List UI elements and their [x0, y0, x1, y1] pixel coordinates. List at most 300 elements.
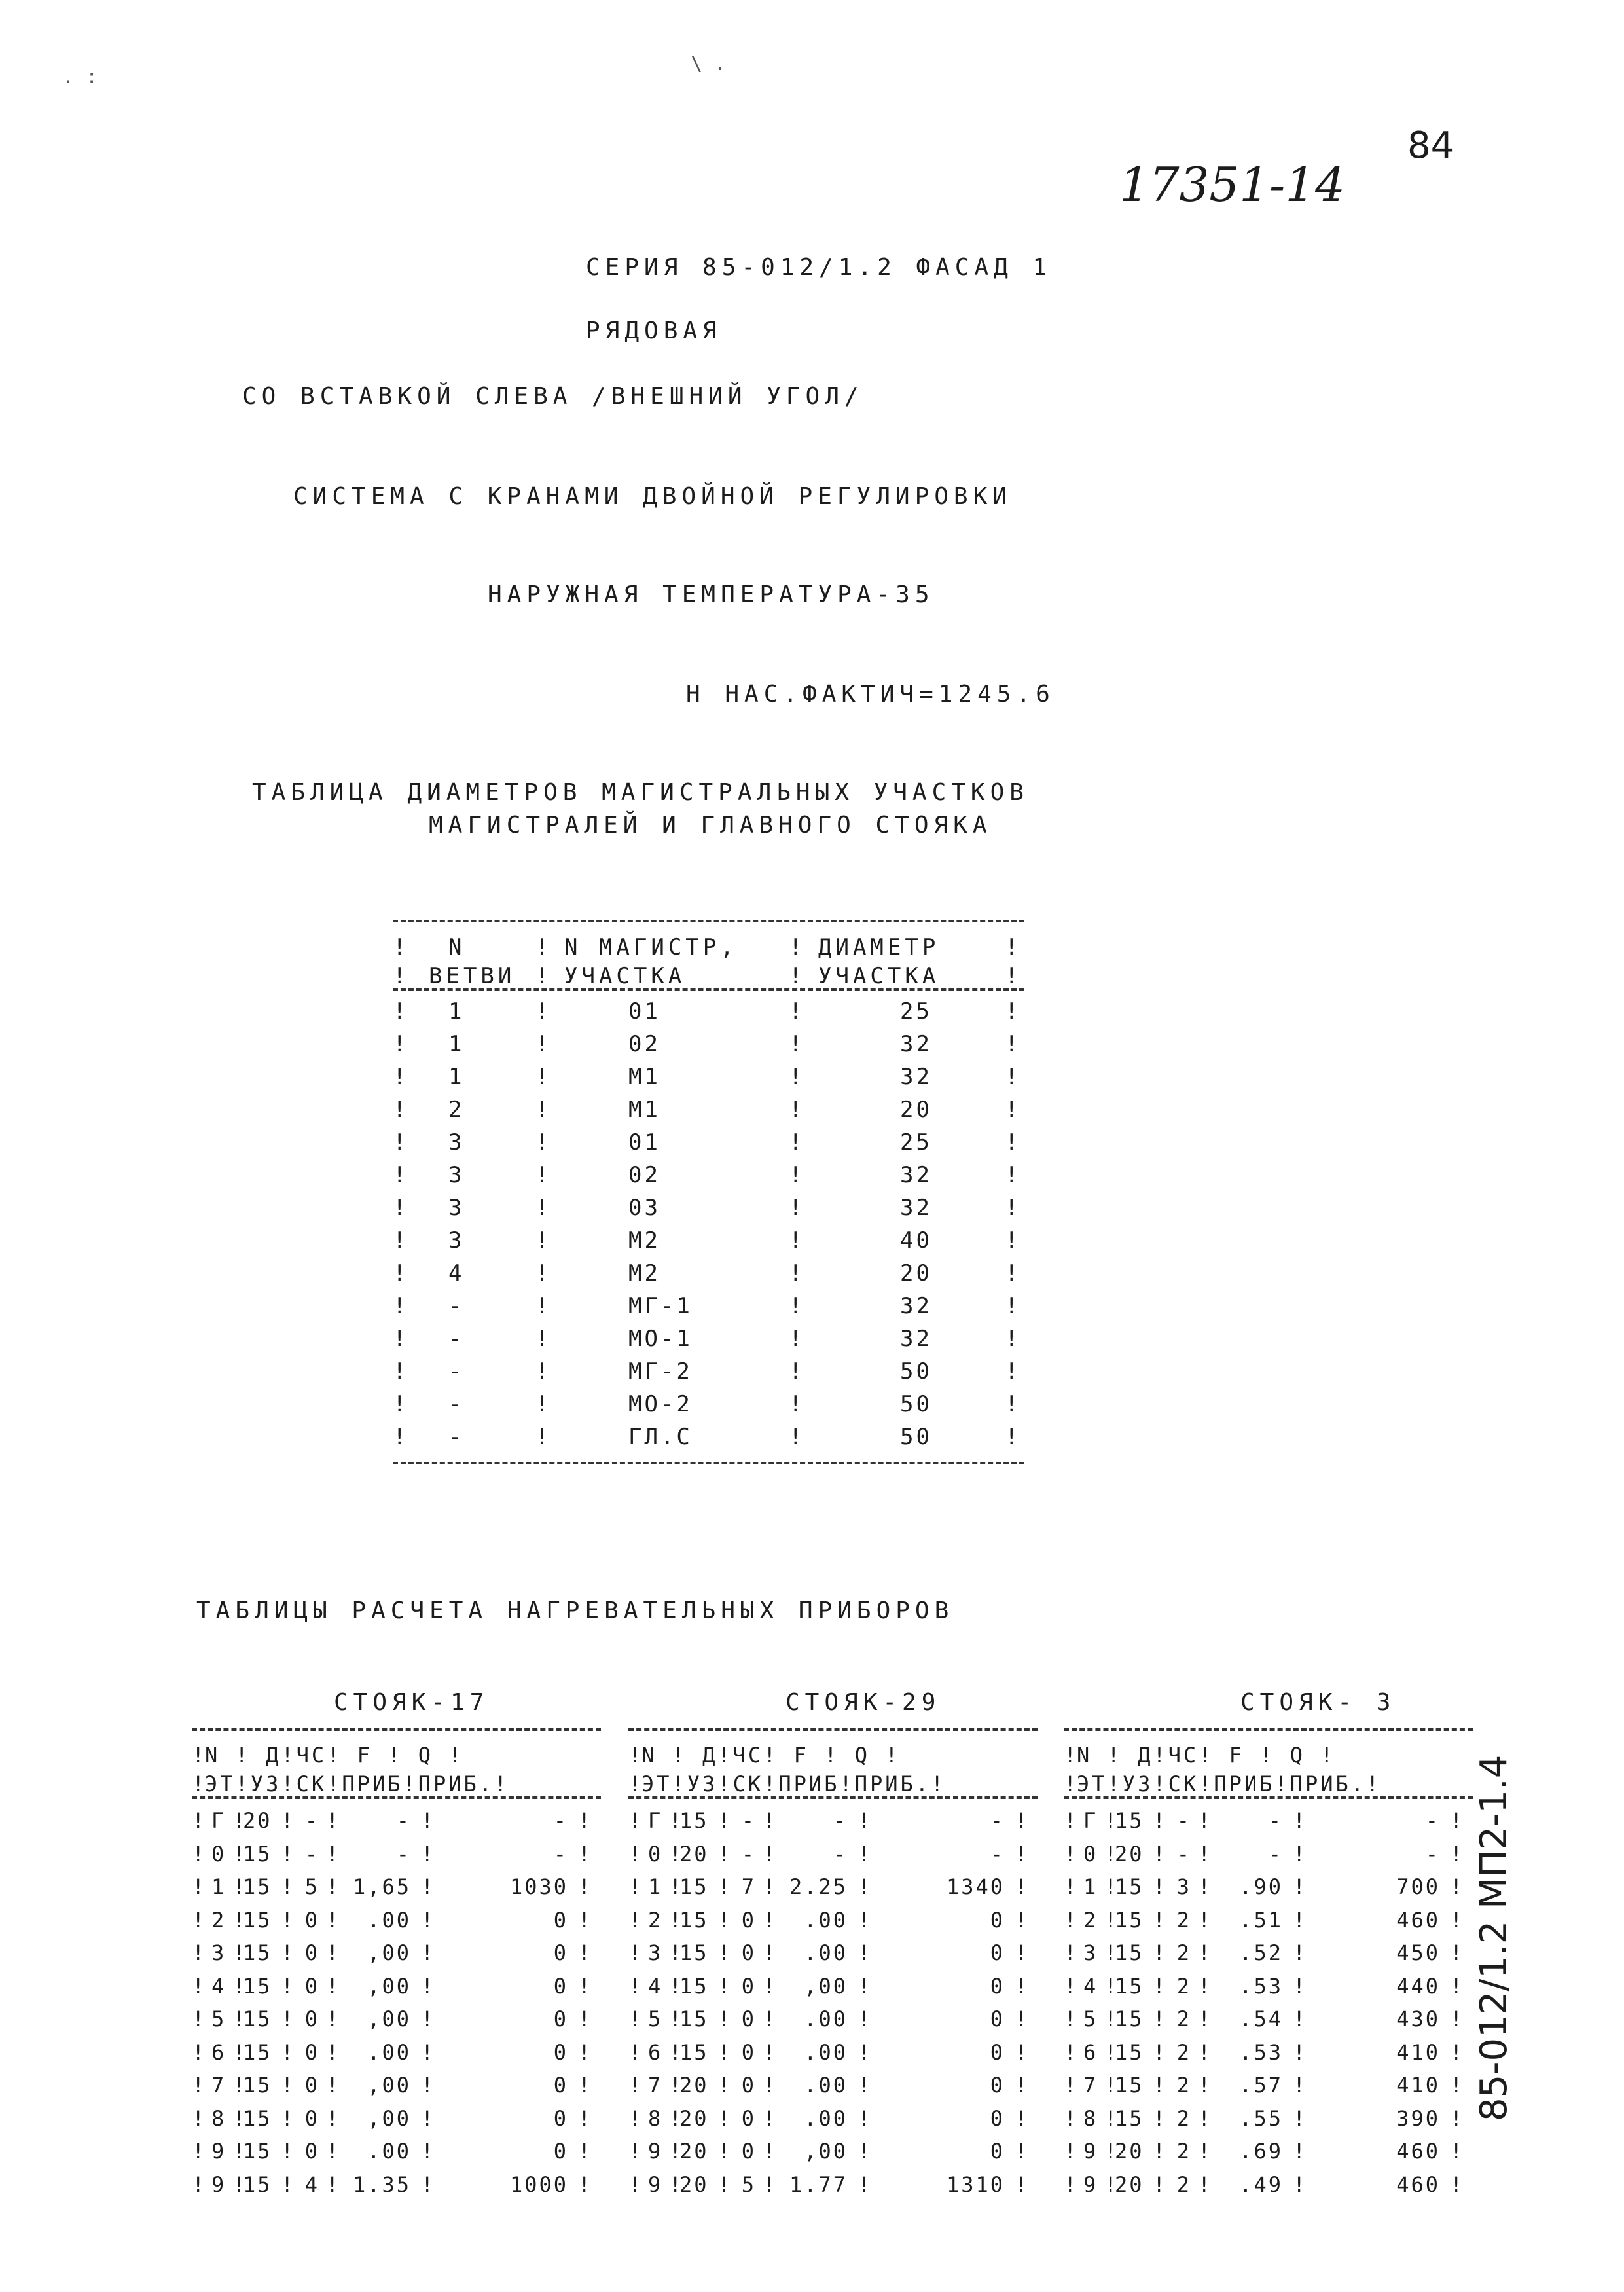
table-row [192, 1908, 601, 1941]
diameter-cell: 50 [900, 1358, 932, 1385]
table-row [628, 2073, 1038, 2106]
column-divider: ! [628, 1772, 644, 1796]
riser-table-3 [1064, 1728, 1473, 2205]
table-row [393, 1358, 1024, 1391]
column-divider: ! [1104, 2073, 1119, 2098]
column-divider: ! [717, 2139, 732, 2164]
sections-cell: - [741, 1841, 756, 1866]
column-divider: ! [1293, 2073, 1308, 2098]
node-diameter-cell: 20 [679, 2073, 709, 2098]
floor-cell: 4 [211, 1973, 226, 1999]
column-divider: ! [535, 1358, 552, 1385]
column-divider: ! [1015, 2039, 1030, 2065]
column-divider: ! [232, 1940, 247, 1965]
column-divider: ! [326, 2039, 341, 2065]
column-divider: ! [1104, 1940, 1119, 1965]
column-divider: ! [1005, 998, 1021, 1025]
column-divider: ! [393, 963, 410, 989]
column-divider: ! [1104, 2105, 1119, 2131]
column-divider: ! [1153, 2007, 1168, 2031]
section-cell: МО-1 [628, 1326, 693, 1352]
heat-cell: - [553, 1841, 568, 1866]
node-diameter-cell: 15 [1115, 1907, 1144, 1933]
column-divider: ! [669, 2172, 684, 2197]
column-divider: ! [1015, 2007, 1030, 2031]
heat-cell: 0 [553, 2105, 568, 2131]
floor-cell: 9 [211, 2172, 226, 2197]
column-divider: ! [1064, 1907, 1079, 1933]
column-divider: ! [535, 1424, 552, 1450]
column-divider: ! [1064, 1940, 1079, 1965]
sections-cell: - [304, 1808, 319, 1833]
diameter-cell: 50 [900, 1391, 932, 1417]
sections-cell: 2 [1176, 1907, 1191, 1933]
area-cell: - [396, 1841, 411, 1866]
column-divider: ! [1153, 1841, 1168, 1866]
column-divider: ! [1005, 1162, 1021, 1188]
area-cell: ,00 [367, 2007, 411, 2031]
column-divider: ! [669, 1940, 684, 1965]
column-divider: ! [192, 2105, 207, 2131]
column-divider: ! [1064, 2073, 1079, 2098]
column-divider: ! [326, 2105, 341, 2131]
column-divider: ! [281, 2039, 296, 2065]
column-divider: ! [578, 1874, 593, 1899]
column-divider: ! [789, 1228, 805, 1254]
table-row [393, 1391, 1024, 1424]
header-line-1: N ! Д!ЧС! F ! Q ! [205, 1743, 464, 1768]
column-divider: ! [669, 1808, 684, 1833]
column-divider: ! [628, 1973, 643, 1999]
table-row [393, 1031, 1024, 1064]
floor-cell: 1 [1083, 1874, 1098, 1899]
column-divider: ! [535, 1031, 552, 1057]
floor-cell: 6 [211, 2039, 226, 2065]
column-divider: ! [1015, 2073, 1030, 2098]
column-divider: ! [1005, 1326, 1021, 1352]
column-divider: ! [789, 934, 806, 960]
column-divider: ! [192, 2007, 207, 2031]
table-row [1064, 2172, 1473, 2206]
column-divider: ! [669, 1973, 684, 1999]
column-divider: ! [1450, 2105, 1465, 2131]
column-divider: ! [763, 2007, 778, 2031]
diameter-cell: 25 [900, 998, 932, 1025]
sections-cell: 0 [741, 1973, 756, 1999]
riser-title-17: СТОЯК-17 [334, 1689, 490, 1716]
column-divider: ! [789, 1097, 805, 1123]
area-cell: - [1268, 1808, 1283, 1833]
column-divider: ! [717, 1808, 732, 1833]
column-divider: ! [393, 1064, 409, 1090]
column-divider: ! [535, 963, 553, 989]
floor-cell: 8 [1083, 2105, 1098, 2131]
node-diameter-cell: 15 [679, 1808, 709, 1833]
sections-cell: 0 [741, 2105, 756, 2131]
column-divider: ! [1005, 1129, 1021, 1155]
column-divider: ! [789, 1195, 805, 1221]
column-divider: ! [857, 2139, 873, 2164]
column-divider: ! [1198, 1874, 1213, 1899]
area-cell: .00 [804, 1907, 848, 1933]
diameter-cell: 25 [900, 1129, 932, 1155]
sections-cell: 0 [741, 2007, 756, 2031]
section-cell: МГ-1 [628, 1293, 693, 1319]
heat-cell: 460 [1396, 2139, 1440, 2164]
column-divider: ! [669, 2073, 684, 2098]
page-number: 84 [1407, 124, 1454, 167]
node-diameter-cell: 15 [243, 2007, 272, 2031]
node-diameter-cell: 15 [243, 2105, 272, 2131]
column-divider: ! [232, 1874, 247, 1899]
column-divider: ! [1153, 2105, 1168, 2131]
column-divider: ! [1293, 1808, 1308, 1833]
column-divider: ! [857, 2105, 873, 2131]
section-cell: М1 [628, 1097, 660, 1123]
table-row [1064, 1940, 1473, 1974]
column-divider: ! [1293, 2172, 1308, 2197]
header-branch-top: N [448, 934, 466, 960]
area-cell: .00 [367, 2039, 411, 2065]
column-divider: ! [628, 1743, 644, 1768]
column-divider: ! [578, 2039, 593, 2065]
area-cell: .49 [1239, 2172, 1283, 2197]
section-cell: М2 [628, 1260, 660, 1286]
node-diameter-cell: 15 [243, 2073, 272, 2098]
node-diameter-cell: 15 [679, 1973, 709, 1999]
table-rule [393, 1462, 1024, 1464]
column-divider: ! [578, 2105, 593, 2131]
floor-cell: 5 [1083, 2007, 1098, 2031]
column-divider: ! [326, 2007, 341, 2031]
column-divider: ! [1104, 2039, 1119, 2065]
column-divider: ! [393, 1228, 409, 1254]
column-divider: ! [857, 1808, 873, 1833]
column-divider: ! [717, 2073, 732, 2098]
column-divider: ! [789, 963, 806, 989]
table-row [1064, 2139, 1473, 2172]
table-row [628, 1842, 1038, 1875]
node-diameter-cell: 20 [679, 1841, 709, 1866]
devices-title: ТАБЛИЦЫ РАСЧЕТА НАГРЕВАТЕЛЬНЫХ ПРИБОРОВ [196, 1597, 954, 1624]
column-divider: ! [628, 2039, 643, 2065]
header-branch-bottom: ВЕТВИ [429, 963, 516, 989]
heat-cell: 0 [990, 2073, 1005, 2098]
section-cell: 01 [628, 998, 660, 1025]
section-cell: 01 [628, 1129, 660, 1155]
heat-cell: 0 [553, 1940, 568, 1965]
column-divider: ! [789, 1064, 805, 1090]
column-divider: ! [717, 2172, 732, 2197]
column-divider: ! [578, 1808, 593, 1833]
branch-cell: 3 [448, 1228, 465, 1254]
column-divider: ! [1198, 1940, 1213, 1965]
column-divider: ! [857, 1940, 873, 1965]
column-divider: ! [857, 2073, 873, 2098]
column-divider: ! [628, 2139, 643, 2164]
column-divider: ! [232, 1808, 247, 1833]
column-divider: ! [1005, 1424, 1021, 1450]
column-divider: ! [1198, 2073, 1213, 2098]
area-cell: .51 [1239, 1907, 1283, 1933]
column-divider: ! [421, 2007, 436, 2031]
area-cell: .55 [1239, 2105, 1283, 2131]
column-divider: ! [192, 2073, 207, 2098]
column-divider: ! [1015, 2172, 1030, 2197]
area-cell: .00 [804, 2105, 848, 2131]
column-divider: ! [1005, 1064, 1021, 1090]
table-row [192, 2106, 601, 2139]
column-divider: ! [1005, 1358, 1021, 1385]
column-divider: ! [717, 1874, 732, 1899]
insert-line: СО ВСТАВКОЙ СЛЕВА /ВНЕШНИЙ УГОЛ/ [242, 383, 864, 410]
column-divider: ! [281, 1808, 296, 1833]
branch-cell: 3 [448, 1195, 465, 1221]
column-divider: ! [1015, 1874, 1030, 1899]
table-row [1064, 2106, 1473, 2139]
column-divider: ! [763, 2039, 778, 2065]
column-divider: ! [717, 2105, 732, 2131]
column-divider: ! [857, 1907, 873, 1933]
column-divider: ! [326, 1973, 341, 1999]
table-row [628, 1908, 1038, 1941]
column-divider: ! [717, 2007, 732, 2031]
column-divider: ! [717, 1841, 732, 1866]
section-cell: МО-2 [628, 1391, 693, 1417]
column-divider: ! [1104, 2007, 1119, 2031]
column-divider: ! [1015, 1808, 1030, 1833]
sections-cell: 0 [304, 2139, 319, 2164]
column-divider: ! [763, 1973, 778, 1999]
floor-cell: 5 [211, 2007, 226, 2031]
column-divider: ! [192, 1743, 208, 1768]
area-cell: - [1268, 1841, 1283, 1866]
riser-table-29 [628, 1728, 1038, 2205]
column-divider: ! [393, 1260, 409, 1286]
floor-cell: 9 [211, 2139, 226, 2164]
diameter-cell: 50 [900, 1424, 932, 1450]
column-divider: ! [1153, 2139, 1168, 2164]
area-cell: .53 [1239, 2039, 1283, 2065]
sections-cell: 2 [1176, 2073, 1191, 2098]
column-divider: ! [1064, 2007, 1079, 2031]
column-divider: ! [1293, 2007, 1308, 2031]
branch-cell: 1 [448, 1064, 465, 1090]
heat-cell: 0 [990, 1907, 1005, 1933]
column-divider: ! [789, 1293, 805, 1319]
header-line-1: N ! Д!ЧС! F ! Q ! [1077, 1743, 1336, 1768]
column-divider: ! [1064, 2105, 1079, 2131]
column-divider: ! [1153, 1907, 1168, 1933]
column-divider: ! [281, 1874, 296, 1899]
column-divider: ! [232, 2139, 247, 2164]
node-diameter-cell: 15 [243, 1973, 272, 1999]
sections-cell: - [304, 1841, 319, 1866]
column-divider: ! [1293, 2139, 1308, 2164]
column-divider: ! [393, 1129, 409, 1155]
column-divider: ! [1005, 1260, 1021, 1286]
column-divider: ! [628, 1874, 643, 1899]
sections-cell: 2 [1176, 2172, 1191, 2197]
section-cell: М2 [628, 1228, 660, 1254]
heat-cell: 1310 [946, 2172, 1005, 2197]
heat-cell: - [553, 1808, 568, 1833]
type-line: РЯДОВАЯ [586, 318, 722, 344]
area-cell: .54 [1239, 2007, 1283, 2031]
column-divider: ! [232, 2105, 247, 2131]
column-divider: ! [1198, 2105, 1213, 2131]
floor-cell: 0 [1083, 1841, 1098, 1866]
table-row [393, 1424, 1024, 1457]
column-divider: ! [535, 1326, 552, 1352]
column-divider: ! [669, 2105, 684, 2131]
branch-cell: 2 [448, 1097, 465, 1123]
scan-specks-top: \ . [691, 52, 727, 75]
column-divider: ! [232, 1973, 247, 1999]
area-cell: .00 [804, 2007, 848, 2031]
column-divider: ! [421, 2105, 436, 2131]
column-divider: ! [1064, 1808, 1079, 1833]
riser-table-17 [192, 1728, 601, 2205]
column-divider: ! [1293, 2105, 1308, 2131]
column-divider: ! [857, 2172, 873, 2197]
branch-cell: - [448, 1424, 465, 1450]
column-divider: ! [1153, 1973, 1168, 1999]
column-divider: ! [192, 1973, 207, 1999]
sections-cell: 5 [741, 2172, 756, 2197]
table-header [393, 922, 1024, 988]
floor-cell: 7 [1083, 2073, 1098, 2098]
column-divider: ! [1293, 1940, 1308, 1965]
node-diameter-cell: 20 [243, 1808, 272, 1833]
node-diameter-cell: 20 [1115, 2139, 1144, 2164]
table-row [393, 1097, 1024, 1129]
riser-rows [1064, 1799, 1473, 2205]
column-divider: ! [1104, 2139, 1119, 2164]
column-divider: ! [393, 1162, 409, 1188]
column-divider: ! [628, 2073, 643, 2098]
column-divider: ! [1293, 1874, 1308, 1899]
column-divider: ! [421, 1874, 436, 1899]
table-row [192, 2139, 601, 2172]
column-divider: ! [1153, 2073, 1168, 2098]
diameter-cell: 32 [900, 1064, 932, 1090]
table-row [393, 1195, 1024, 1228]
floor-cell: 9 [1083, 2172, 1098, 2197]
branch-cell: 4 [448, 1260, 465, 1286]
riser-rows [192, 1799, 601, 2205]
floor-cell: 3 [211, 1940, 226, 1965]
heat-cell: 390 [1396, 2105, 1440, 2131]
column-divider: ! [192, 2172, 207, 2197]
sections-cell: 0 [304, 2105, 319, 2131]
table-row [1064, 1908, 1473, 1941]
sections-cell: 4 [304, 2172, 319, 2197]
column-divider: ! [421, 2172, 436, 2197]
heat-cell: 0 [990, 1973, 1005, 1999]
table-row [628, 1808, 1038, 1842]
floor-cell: 4 [1083, 1973, 1098, 1999]
table-row [628, 2106, 1038, 2139]
temperature-line: НАРУЖНАЯ ТЕМПЕРАТУРА-35 [488, 581, 935, 608]
heat-cell: 440 [1396, 1973, 1440, 1999]
diameter-cell: 32 [900, 1293, 932, 1319]
pressure-line: Н НАС.ФАКТИЧ=1245.6 [686, 681, 1055, 708]
sections-cell: 2 [1176, 2007, 1191, 2031]
column-divider: ! [578, 2073, 593, 2098]
column-divider: ! [535, 1195, 552, 1221]
column-divider: ! [232, 1907, 247, 1933]
section-cell: 02 [628, 1031, 660, 1057]
column-divider: ! [1450, 2039, 1465, 2065]
node-diameter-cell: 15 [1115, 2073, 1144, 2098]
area-cell: - [833, 1841, 848, 1866]
column-divider: ! [1153, 1940, 1168, 1965]
handwritten-code: 17351-14 [1119, 157, 1345, 212]
column-divider: ! [1005, 1097, 1021, 1123]
table-header [1064, 1731, 1473, 1796]
column-divider: ! [393, 934, 410, 960]
section-cell: 03 [628, 1195, 660, 1221]
sections-cell: 0 [741, 1940, 756, 1965]
heat-cell: 0 [990, 2105, 1005, 2131]
column-divider: ! [789, 1129, 805, 1155]
scan-specks: . : [62, 65, 98, 88]
series-line: СЕРИЯ 85-012/1.2 ФАСАД 1 [586, 254, 1053, 281]
diameters-rows [393, 991, 1024, 1457]
heat-cell: 0 [553, 1973, 568, 1999]
node-diameter-cell: 15 [1115, 1973, 1144, 1999]
column-divider: ! [578, 1973, 593, 1999]
floor-cell: 3 [648, 1940, 663, 1965]
column-divider: ! [393, 998, 409, 1025]
node-diameter-cell: 15 [243, 2039, 272, 2065]
column-divider: ! [393, 1097, 409, 1123]
riser-rows [628, 1799, 1038, 2205]
column-divider: ! [628, 1940, 643, 1965]
heat-cell: 1340 [946, 1874, 1005, 1899]
sections-cell: 2 [1176, 2139, 1191, 2164]
column-divider: ! [763, 1808, 778, 1833]
node-diameter-cell: 15 [679, 1874, 709, 1899]
section-cell: МГ-2 [628, 1358, 693, 1385]
heat-cell: 0 [990, 1940, 1005, 1965]
heat-cell: 1030 [509, 1874, 568, 1899]
column-divider: ! [789, 998, 805, 1025]
node-diameter-cell: 20 [1115, 2172, 1144, 2197]
side-document-code: 85-012/1.2 МП2-1.4 [1473, 1755, 1515, 2121]
diameter-cell: 32 [900, 1195, 932, 1221]
table-row [192, 2172, 601, 2206]
floor-cell: 2 [1083, 1907, 1098, 1933]
branch-cell: 1 [448, 1031, 465, 1057]
column-divider: ! [281, 1973, 296, 1999]
table-row [192, 1974, 601, 2007]
area-cell: - [396, 1808, 411, 1833]
column-divider: ! [1104, 1808, 1119, 1833]
column-divider: ! [1450, 1841, 1465, 1866]
sections-cell: 0 [741, 1907, 756, 1933]
sections-cell: 0 [304, 1940, 319, 1965]
column-divider: ! [1064, 1772, 1079, 1796]
column-divider: ! [1015, 2139, 1030, 2164]
area-cell: 2.25 [789, 1874, 848, 1899]
area-cell: .69 [1239, 2139, 1283, 2164]
column-divider: ! [393, 1031, 409, 1057]
table-row [628, 2139, 1038, 2172]
sections-cell: 5 [304, 1874, 319, 1899]
area-cell: ,00 [367, 1973, 411, 1999]
